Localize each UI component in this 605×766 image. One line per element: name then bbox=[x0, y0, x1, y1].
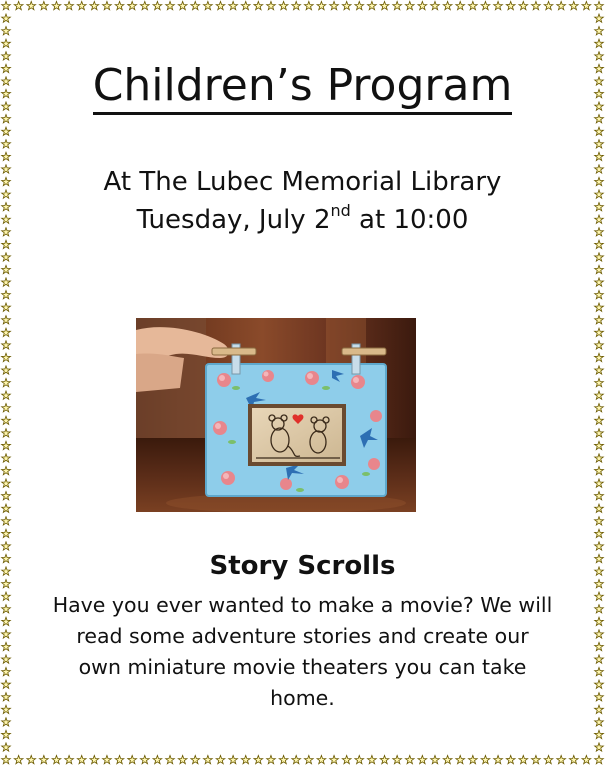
border-star-icon bbox=[557, 755, 566, 763]
border-star-icon bbox=[569, 755, 578, 763]
border-star-icon bbox=[595, 730, 604, 738]
border-star-icon bbox=[368, 1, 377, 9]
border-star-icon bbox=[595, 152, 604, 160]
border-star-icon bbox=[355, 1, 364, 9]
border-star-icon bbox=[229, 1, 238, 9]
border-star-icon bbox=[2, 27, 11, 35]
border-star-icon bbox=[90, 1, 99, 9]
border-star-icon bbox=[52, 1, 61, 9]
border-star-icon bbox=[595, 680, 604, 688]
border-star-icon bbox=[241, 1, 250, 9]
border-star-icon bbox=[103, 755, 112, 763]
border-star-icon bbox=[191, 1, 200, 9]
border-star-icon bbox=[216, 755, 225, 763]
border-star-icon bbox=[595, 718, 604, 726]
border-star-icon bbox=[2, 404, 11, 412]
border-star-icon bbox=[431, 755, 440, 763]
border-star-icon bbox=[2, 328, 11, 336]
border-star-icon bbox=[431, 1, 440, 9]
border-star-icon bbox=[292, 1, 301, 9]
border-star-icon bbox=[2, 592, 11, 600]
time-text: at 10:00 bbox=[350, 205, 469, 235]
border-star-icon bbox=[2, 140, 11, 148]
border-star-icon bbox=[342, 755, 351, 763]
border-star-icon bbox=[39, 755, 48, 763]
border-star-icon bbox=[569, 1, 578, 9]
border-star-icon bbox=[2, 667, 11, 675]
border-star-icon bbox=[519, 1, 528, 9]
border-star-icon bbox=[595, 517, 604, 525]
border-star-icon bbox=[506, 1, 515, 9]
border-star-icon bbox=[544, 755, 553, 763]
date-time-line bbox=[0, 202, 605, 238]
border-star-icon bbox=[481, 755, 490, 763]
border-star-icon bbox=[2, 303, 11, 311]
border-star-icon bbox=[304, 1, 313, 9]
border-star-icon bbox=[292, 755, 301, 763]
border-star-icon bbox=[595, 454, 604, 462]
border-star-icon bbox=[2, 454, 11, 462]
border-star-icon bbox=[595, 642, 604, 650]
border-star-icon bbox=[595, 328, 604, 336]
border-star-icon bbox=[2, 743, 11, 751]
border-star-icon bbox=[2, 479, 11, 487]
border-star-icon bbox=[2, 617, 11, 625]
border-star-icon bbox=[595, 253, 604, 261]
border-star-icon bbox=[532, 1, 541, 9]
program-description: Have you ever wanted to make a movie? We will read some adventure stories and create our own miniature movie theaters you can take home. bbox=[52, 593, 553, 710]
date-text: Tuesday, July 2 bbox=[136, 205, 331, 235]
border-star-icon bbox=[2, 265, 11, 273]
border-star-icon bbox=[595, 755, 604, 763]
border-star-icon bbox=[2, 14, 11, 22]
border-star-icon bbox=[204, 755, 213, 763]
border-star-icon bbox=[330, 755, 339, 763]
border-star-icon bbox=[330, 1, 339, 9]
border-star-icon bbox=[279, 1, 288, 9]
border-star-icon bbox=[595, 630, 604, 638]
border-star-icon bbox=[2, 416, 11, 424]
date-ordinal-suffix: nd bbox=[330, 201, 351, 220]
border-star-icon bbox=[2, 278, 11, 286]
border-star-icon bbox=[532, 755, 541, 763]
border-star-icon bbox=[595, 127, 604, 135]
border-star-icon bbox=[2, 730, 11, 738]
border-star-icon bbox=[140, 1, 149, 9]
border-star-icon bbox=[2, 39, 11, 47]
border-star-icon bbox=[595, 140, 604, 148]
border-star-icon bbox=[2, 517, 11, 525]
border-star-icon bbox=[2, 755, 11, 763]
border-star-icon bbox=[2, 529, 11, 537]
border-star-icon bbox=[595, 592, 604, 600]
border-star-icon bbox=[166, 1, 175, 9]
border-star-icon bbox=[317, 755, 326, 763]
border-star-icon bbox=[595, 240, 604, 248]
border-star-icon bbox=[317, 1, 326, 9]
program-name: Story Scrolls bbox=[209, 551, 396, 581]
border-star-icon bbox=[468, 1, 477, 9]
border-star-icon bbox=[456, 755, 465, 763]
border-star-icon bbox=[595, 341, 604, 349]
border-star-icon bbox=[229, 755, 238, 763]
miniature-theater-photo bbox=[136, 318, 416, 512]
border-star-icon bbox=[2, 718, 11, 726]
border-star-icon bbox=[595, 378, 604, 386]
border-star-icon bbox=[595, 1, 604, 9]
border-star-icon bbox=[595, 492, 604, 500]
border-star-icon bbox=[595, 466, 604, 474]
border-star-icon bbox=[595, 617, 604, 625]
border-star-icon bbox=[2, 240, 11, 248]
border-star-icon bbox=[77, 755, 86, 763]
border-star-icon bbox=[582, 755, 591, 763]
border-star-icon bbox=[2, 1, 11, 9]
border-star-icon bbox=[595, 14, 604, 22]
border-star-icon bbox=[267, 1, 276, 9]
border-star-icon bbox=[595, 278, 604, 286]
border-star-icon bbox=[27, 1, 36, 9]
border-star-icon bbox=[2, 316, 11, 324]
border-star-icon bbox=[595, 290, 604, 298]
border-star-icon bbox=[494, 755, 503, 763]
border-star-icon bbox=[595, 115, 604, 123]
border-star-icon bbox=[241, 755, 250, 763]
venue-line: At The Lubec Memorial Library bbox=[103, 167, 502, 197]
border-star-icon bbox=[2, 705, 11, 713]
border-star-icon bbox=[2, 441, 11, 449]
border-star-icon bbox=[178, 755, 187, 763]
border-star-icon bbox=[595, 705, 604, 713]
border-star-icon bbox=[153, 755, 162, 763]
border-star-icon bbox=[595, 39, 604, 47]
border-star-icon bbox=[519, 755, 528, 763]
border-star-icon bbox=[595, 429, 604, 437]
border-star-icon bbox=[2, 429, 11, 437]
border-star-icon bbox=[595, 353, 604, 361]
border-star-icon bbox=[2, 366, 11, 374]
border-star-icon bbox=[2, 378, 11, 386]
border-star-icon bbox=[355, 755, 364, 763]
border-star-icon bbox=[405, 755, 414, 763]
border-star-icon bbox=[103, 1, 112, 9]
border-star-icon bbox=[468, 755, 477, 763]
border-star-icon bbox=[2, 152, 11, 160]
border-star-icon bbox=[279, 755, 288, 763]
border-star-icon bbox=[595, 655, 604, 663]
border-star-icon bbox=[595, 529, 604, 537]
border-star-icon bbox=[595, 605, 604, 613]
border-star-icon bbox=[595, 693, 604, 701]
border-star-icon bbox=[481, 1, 490, 9]
border-star-icon bbox=[140, 755, 149, 763]
border-star-icon bbox=[595, 366, 604, 374]
border-star-icon bbox=[304, 755, 313, 763]
border-star-icon bbox=[128, 755, 137, 763]
border-star-icon bbox=[254, 755, 263, 763]
border-star-icon bbox=[2, 680, 11, 688]
border-star-icon bbox=[595, 743, 604, 751]
border-star-icon bbox=[2, 353, 11, 361]
border-star-icon bbox=[2, 642, 11, 650]
border-star-icon bbox=[456, 1, 465, 9]
border-star-icon bbox=[393, 1, 402, 9]
border-star-icon bbox=[443, 1, 452, 9]
border-star-icon bbox=[595, 441, 604, 449]
border-star-icon bbox=[216, 1, 225, 9]
border-star-icon bbox=[2, 655, 11, 663]
border-star-icon bbox=[115, 755, 124, 763]
border-star-icon bbox=[595, 391, 604, 399]
border-star-icon bbox=[2, 492, 11, 500]
border-star-icon bbox=[27, 755, 36, 763]
border-star-icon bbox=[595, 27, 604, 35]
border-star-icon bbox=[393, 755, 402, 763]
border-star-icon bbox=[2, 504, 11, 512]
border-star-icon bbox=[2, 693, 11, 701]
border-star-icon bbox=[191, 755, 200, 763]
border-star-icon bbox=[595, 667, 604, 675]
border-star-icon bbox=[2, 290, 11, 298]
border-star-icon bbox=[39, 1, 48, 9]
border-star-icon bbox=[65, 755, 74, 763]
border-star-icon bbox=[595, 504, 604, 512]
border-star-icon bbox=[166, 755, 175, 763]
border-star-icon bbox=[65, 1, 74, 9]
border-star-icon bbox=[2, 127, 11, 135]
page-title-text: Children’s Program bbox=[93, 60, 513, 115]
border-star-icon bbox=[2, 341, 11, 349]
border-star-icon bbox=[380, 1, 389, 9]
border-star-icon bbox=[380, 755, 389, 763]
border-star-icon bbox=[2, 630, 11, 638]
border-star-icon bbox=[494, 1, 503, 9]
border-star-icon bbox=[418, 1, 427, 9]
border-star-icon bbox=[342, 1, 351, 9]
border-star-icon bbox=[557, 1, 566, 9]
border-star-icon bbox=[2, 391, 11, 399]
border-star-icon bbox=[153, 1, 162, 9]
border-star-icon bbox=[405, 1, 414, 9]
border-star-icon bbox=[2, 466, 11, 474]
border-star-icon bbox=[595, 404, 604, 412]
border-star-icon bbox=[254, 1, 263, 9]
border-star-icon bbox=[52, 755, 61, 763]
border-star-icon bbox=[368, 755, 377, 763]
border-star-icon bbox=[2, 115, 11, 123]
border-star-icon bbox=[595, 416, 604, 424]
page-title bbox=[0, 58, 605, 114]
border-star-icon bbox=[128, 1, 137, 9]
border-star-icon bbox=[595, 303, 604, 311]
border-star-icon bbox=[595, 479, 604, 487]
border-star-icon bbox=[418, 755, 427, 763]
border-star-icon bbox=[77, 1, 86, 9]
border-star-icon bbox=[14, 755, 23, 763]
border-star-icon bbox=[178, 1, 187, 9]
border-star-icon bbox=[204, 1, 213, 9]
border-star-icon bbox=[582, 1, 591, 9]
border-star-icon bbox=[267, 755, 276, 763]
border-star-icon bbox=[595, 316, 604, 324]
border-star-icon bbox=[14, 1, 23, 9]
border-star-icon bbox=[443, 755, 452, 763]
border-star-icon bbox=[115, 1, 124, 9]
border-star-icon bbox=[595, 265, 604, 273]
border-star-icon bbox=[544, 1, 553, 9]
border-star-icon bbox=[2, 253, 11, 261]
border-star-icon bbox=[506, 755, 515, 763]
border-star-icon bbox=[2, 605, 11, 613]
border-star-icon bbox=[90, 755, 99, 763]
